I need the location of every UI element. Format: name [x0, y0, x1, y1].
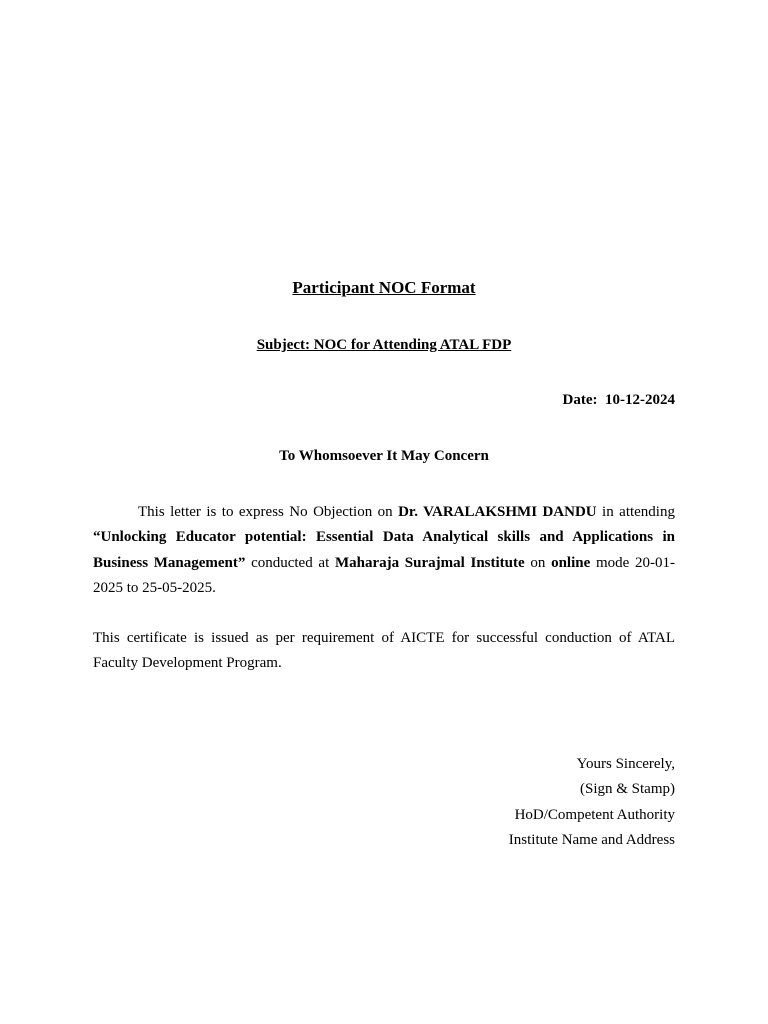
- date-value: 10-12-2024: [605, 392, 675, 408]
- program-mode: online: [551, 554, 591, 571]
- body-paragraph-2: This certificate is issued as per requirement of AICTE for successful conduction of ATAL Faculty Development Program.: [93, 630, 675, 672]
- subject-line: Subject: NOC for Attending ATAL FDP: [256, 337, 512, 353]
- paragraph1-attending: in attending: [596, 504, 675, 520]
- page-title: Participant NOC Format: [292, 278, 476, 297]
- paragraph1-intro: This letter is to express No Objection on: [138, 504, 399, 520]
- program-title: “Unlocking Educator potential: Essential Data Analytical skills and Applications in Business Management”: [93, 529, 675, 571]
- signature-block: [93, 752, 675, 853]
- sign-stamp-line: (Sign & Stamp): [579, 781, 675, 798]
- paragraph1-conducted: conducted at: [245, 554, 335, 571]
- paragraph1-dates: mode 20-01-2025 to 25-05-2025.: [93, 554, 675, 596]
- paragraph1-on: on: [524, 554, 552, 571]
- closing-line: Yours Sincerely,: [576, 756, 675, 772]
- salutation: To Whomsoever It May Concern: [279, 448, 489, 464]
- institute-address-line: Institute Name and Address: [508, 831, 675, 848]
- authority-line: HoD/Competent Authority: [514, 806, 675, 823]
- date-line: [93, 392, 675, 409]
- body-paragraph-1: [93, 500, 675, 601]
- institute-name: Maharaja Surajmal Institute: [334, 554, 525, 571]
- participant-name: Dr. VARALAKSHMI DANDU: [398, 504, 597, 520]
- date-label: Date:: [562, 392, 598, 408]
